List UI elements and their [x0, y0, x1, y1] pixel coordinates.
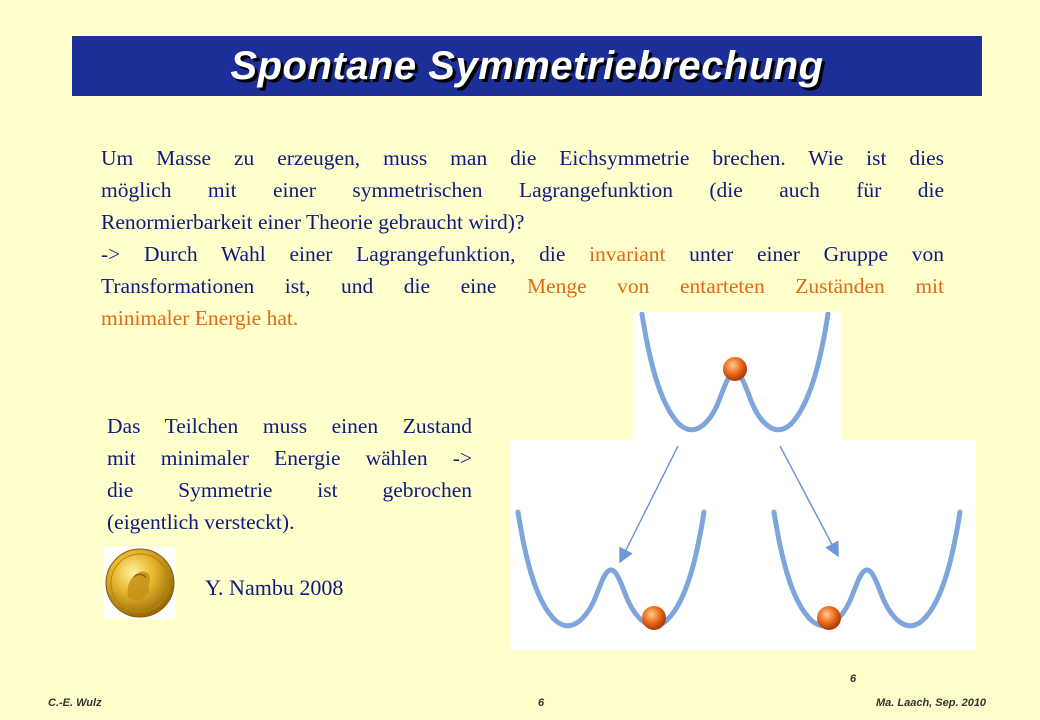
- footer-venue-date: Ma. Laach, Sep. 2010: [876, 697, 987, 709]
- lagrange-line-3: minimaler Energie hat.: [101, 306, 299, 330]
- lagrange-line-1: [101, 238, 944, 270]
- ball-left-minimum: [817, 606, 841, 630]
- caption-nambu: Y. Nambu 2008: [205, 575, 344, 600]
- page-number-upper: 6: [850, 673, 857, 685]
- particle-line-4: (eigentlich versteckt).: [107, 510, 295, 534]
- arrow-right: [780, 446, 836, 552]
- lagrange-text-c: Transformationen ist, und die eine: [101, 274, 527, 298]
- lagrange-line-2: [101, 270, 944, 302]
- highlight-degenerate-states: Menge von entarteten Zuständen mit: [526, 274, 944, 298]
- paragraph-particle: [107, 410, 472, 538]
- medal-icon: [104, 547, 176, 619]
- lagrange-text-a: -> Durch Wahl einer Lagrangefunktion, die: [101, 242, 590, 266]
- title-bar: [72, 36, 982, 96]
- double-well-curve-left: [518, 512, 704, 626]
- intro-line-2: möglich mit einer symmetrischen Lagrangefunktion (die auch für die: [101, 178, 944, 202]
- arrow-left: [622, 446, 678, 558]
- footer-author: C.-E. Wulz: [48, 697, 102, 709]
- nobel-medal-image: [104, 547, 176, 619]
- potential-diagram-broken: [510, 440, 976, 650]
- slide-title: Spontane Symmetriebrechung: [230, 43, 824, 88]
- intro-line-1: Um Masse zu erzeugen, muss man die Eichsymmetrie brechen. Wie ist dies: [101, 146, 944, 170]
- particle-line-2: mit minimaler Energie wählen ->: [107, 446, 472, 470]
- footer-page-number: 6: [538, 697, 545, 709]
- lagrange-text-b: unter einer Gruppe von: [665, 242, 944, 266]
- potential-diagram-symmetric: [634, 312, 841, 440]
- particle-line-1: Das Teilchen muss einen Zustand: [107, 414, 472, 438]
- highlight-invariant: invariant: [589, 242, 666, 266]
- paragraph-intro: [101, 142, 944, 238]
- particle-line-3: die Symmetrie ist gebrochen: [107, 478, 472, 502]
- intro-line-3: Renormierbarkeit einer Theorie gebraucht wird)?: [101, 210, 525, 234]
- ball-right-minimum: [642, 606, 666, 630]
- ball-unstable: [723, 357, 747, 381]
- double-well-curve-right: [774, 512, 960, 626]
